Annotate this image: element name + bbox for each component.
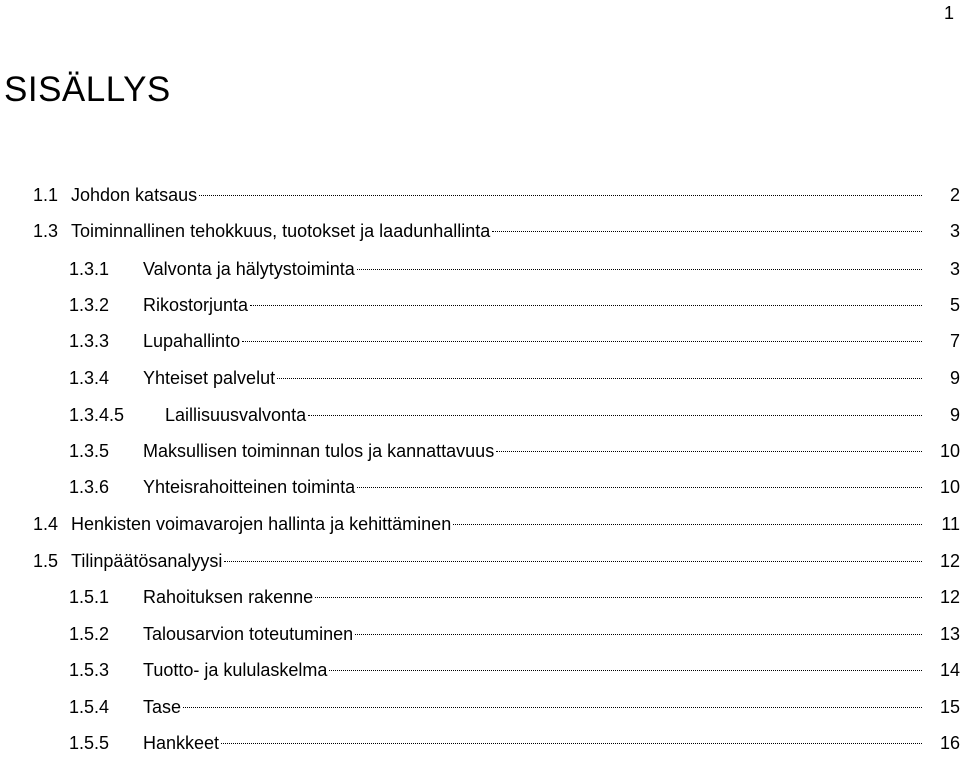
toc-entry-title: Henkisten voimavarojen hallinta ja kehittäminen: [71, 514, 452, 534]
toc-entry-page: 13: [939, 624, 960, 644]
toc-entry-page: 9: [949, 405, 960, 425]
toc-entry[interactable]: [33, 181, 960, 209]
toc-entry-page: 14: [939, 660, 960, 680]
toc-entry-number: 1.3.6: [69, 477, 110, 497]
toc-entry-page: 9: [949, 368, 960, 388]
toc-entry[interactable]: [69, 291, 960, 319]
toc-entry[interactable]: [69, 364, 960, 392]
toc-entry-page: 5: [949, 295, 960, 315]
toc-dot-leader: [315, 597, 922, 598]
toc-entry-page: 10: [939, 477, 960, 497]
toc-entry-title: Maksullisen toiminnan tulos ja kannattavuus: [143, 441, 495, 461]
toc-entry-page: 3: [949, 221, 960, 241]
toc-entry-page: 2: [949, 185, 960, 205]
toc-entry-number: 1.1: [33, 185, 59, 205]
toc-entry[interactable]: [69, 327, 960, 355]
toc-dot-leader: [250, 305, 922, 306]
toc-entry[interactable]: [69, 401, 960, 429]
toc-entry-page: 12: [939, 587, 960, 607]
toc-entry-page: 16: [939, 733, 960, 753]
toc-entry-title: Laillisuusvalvonta: [165, 405, 307, 425]
toc-entry-number: 1.3.4.5: [69, 405, 125, 425]
toc-dot-leader: [221, 743, 922, 744]
toc-entry-page: 11: [941, 514, 960, 534]
toc-entry-page: 3: [949, 259, 960, 279]
toc-entry-number: 1.3: [33, 221, 59, 241]
toc-entry-title: Hankkeet: [143, 733, 220, 753]
toc-dot-leader: [453, 524, 922, 525]
toc-dot-leader: [496, 451, 922, 452]
toc-entry-title: Talousarvion toteutuminen: [143, 624, 354, 644]
toc-dot-leader: [277, 378, 922, 379]
toc-dot-leader: [242, 341, 922, 342]
toc-entry-title: Yhteisrahoitteinen toiminta: [143, 477, 356, 497]
toc-entry-number: 1.5.2: [69, 624, 110, 644]
toc-entry-number: 1.5.5: [69, 733, 110, 753]
toc-dot-leader: [355, 634, 922, 635]
toc-dot-leader: [199, 195, 922, 196]
toc-entry-number: 1.5: [33, 551, 59, 571]
toc-dot-leader: [357, 269, 922, 270]
page-title: SISÄLLYS: [4, 70, 171, 109]
toc-entry-number: 1.3.2: [69, 295, 110, 315]
toc-entry[interactable]: [69, 620, 960, 648]
toc-entry[interactable]: [33, 510, 960, 538]
toc-entry-title: Toiminnallinen tehokkuus, tuotokset ja laadunhallinta: [71, 221, 491, 241]
toc-dot-leader: [183, 707, 922, 708]
toc-dot-leader: [308, 415, 922, 416]
toc-entry[interactable]: [33, 547, 960, 575]
toc-entry[interactable]: [69, 693, 960, 721]
toc-entry-title: Tuotto- ja kululaskelma: [143, 660, 328, 680]
toc-entry[interactable]: [69, 255, 960, 283]
toc-entry[interactable]: [69, 583, 960, 611]
toc-entry-title: Rahoituksen rakenne: [143, 587, 314, 607]
page-number: 1: [943, 3, 954, 23]
toc-dot-leader: [224, 561, 922, 562]
toc-entry-number: 1.4: [33, 514, 59, 534]
toc-dot-leader: [357, 487, 922, 488]
toc-entry-title: Valvonta ja hälytystoiminta: [143, 259, 355, 279]
toc-entry-number: 1.3.5: [69, 441, 110, 461]
toc-entry-title: Rikostorjunta: [143, 295, 249, 315]
toc-entry-page: 12: [939, 551, 960, 571]
toc-entry[interactable]: [69, 437, 960, 465]
toc-entry-title: Johdon katsaus: [71, 185, 198, 205]
toc-entry-number: 1.5.3: [69, 660, 110, 680]
toc-entry-number: 1.5.4: [69, 697, 110, 717]
toc-entry-number: 1.3.1: [69, 259, 110, 279]
toc-entry-title: Tase: [143, 697, 182, 717]
toc-entry[interactable]: [69, 656, 960, 684]
toc-entry-title: Tilinpäätösanalyysi: [71, 551, 223, 571]
toc-entry-title: Lupahallinto: [143, 331, 241, 351]
toc-dot-leader: [329, 670, 922, 671]
toc-entry-number: 1.3.4: [69, 368, 110, 388]
toc-entry-page: 10: [939, 441, 960, 461]
toc-entry[interactable]: [69, 473, 960, 501]
toc-entry-page: 15: [939, 697, 960, 717]
toc-entry[interactable]: [33, 217, 960, 245]
toc-entry-number: 1.5.1: [69, 587, 110, 607]
toc-entry-number: 1.3.3: [69, 331, 110, 351]
toc-entry-page: 7: [949, 331, 960, 351]
toc-entry[interactable]: [69, 729, 960, 757]
toc-entry-title: Yhteiset palvelut: [143, 368, 276, 388]
toc-dot-leader: [492, 231, 922, 232]
